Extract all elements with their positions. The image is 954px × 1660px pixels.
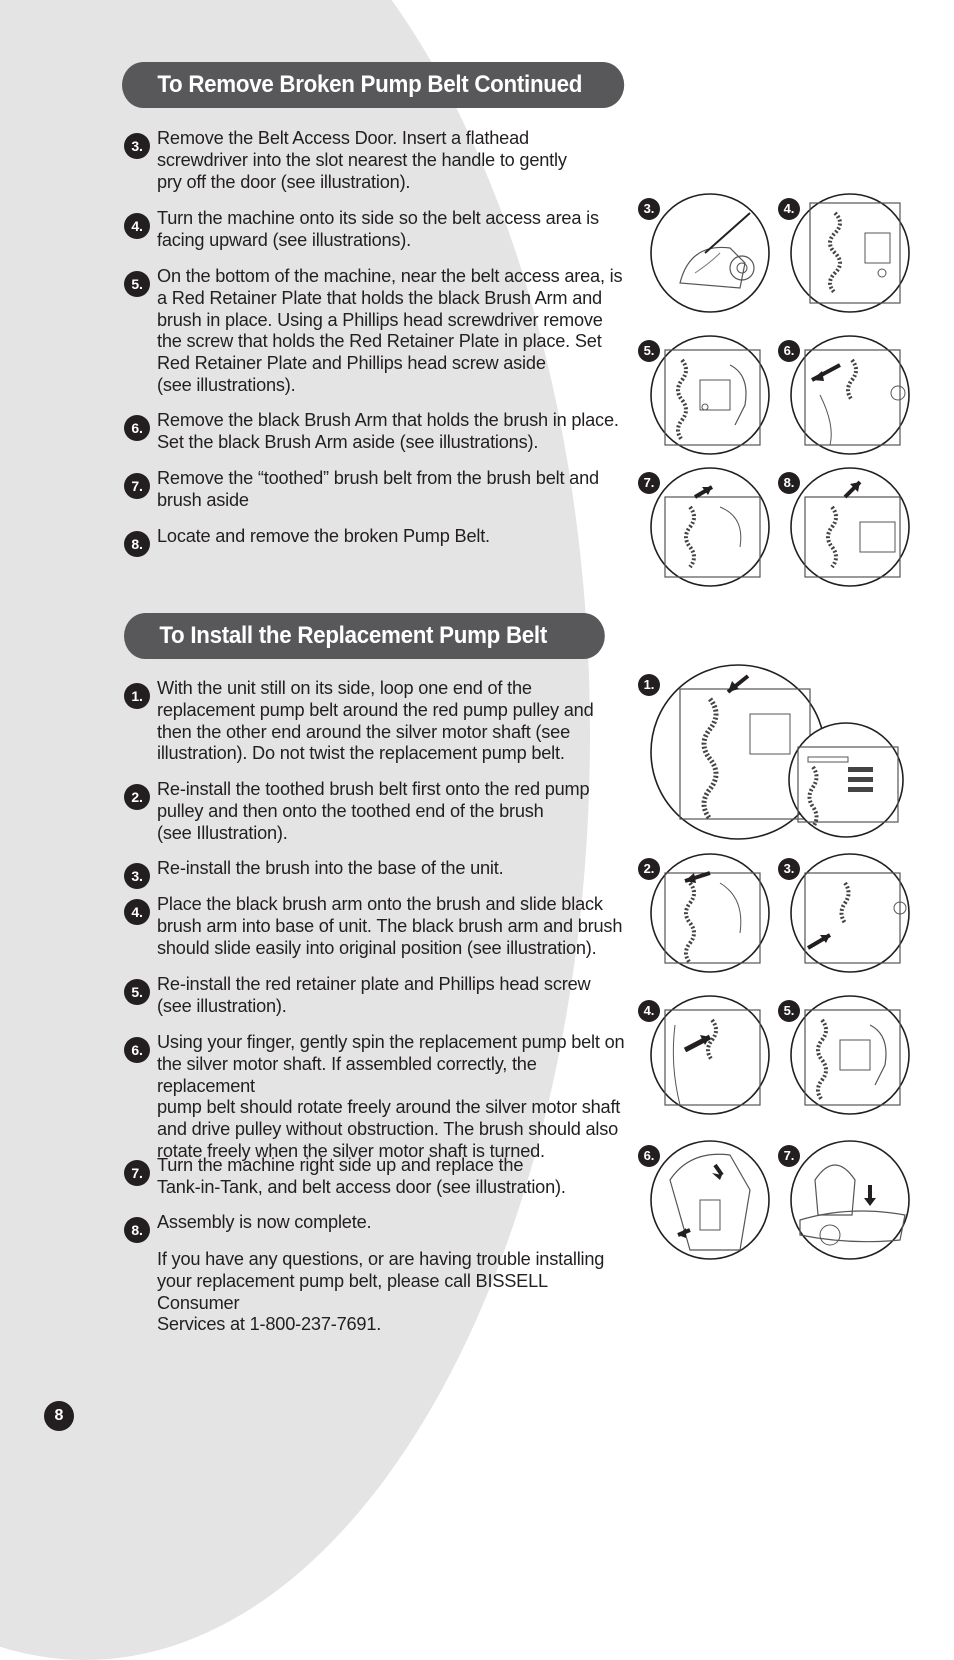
step-number: 6. [124,415,150,441]
step-text: Using your finger, gently spin the replacement pump belt on the silver motor shaft. If assembled correctly, the replacement pump belt should rotate freely around the silver motor shaft and drive pulley without obstruction. The brush should also rotate freely when the silver motor shaft is turned. [157,1032,625,1161]
page-number: 8 [44,1401,74,1431]
step-number: 8. [124,1217,150,1243]
illustration-remove-3 [643,193,770,313]
step-number: 2. [124,784,150,810]
illustration-label: 7. [638,472,660,494]
illustration-label: 8. [778,472,800,494]
step-number: 4. [124,213,150,239]
illustration-label: 4. [638,1000,660,1022]
step-number: 3. [124,133,150,159]
step-text: On the bottom of the machine, near the belt access area, is a Red Retainer Plate that holds the black Brush Arm and brush in place. Using a Phillips head screwdriver remove the screw that holds the Red Retainer Plate in place. Set Red Retainer Plate and Phillips head screw aside (see illustrations). [157,266,623,395]
illustration-install-5 [783,995,910,1115]
step-text: Locate and remove the broken Pump Belt. [157,526,490,546]
section-header-remove-belt: To Remove Broken Pump Belt Continued [122,62,624,108]
step-number: 5. [124,979,150,1005]
step-number: 4. [124,899,150,925]
illustration-label: 5. [778,1000,800,1022]
illustration-label: 7. [778,1145,800,1167]
illustration-remove-7 [643,467,770,587]
illustration-install-4 [643,995,770,1115]
step-number: 5. [124,271,150,297]
step-text: Assembly is now complete. [157,1212,372,1232]
illustration-remove-6 [783,335,910,455]
illustration-label: 2. [638,858,660,880]
illustration-install-2 [643,853,770,973]
step-text: Turn the machine onto its side so the belt access area is facing upward (see illustrations). [157,208,599,250]
step-number: 6. [124,1037,150,1063]
step-text: Place the black brush arm onto the brush and slide black brush arm into base of unit. The black brush arm and brush should slide easily into original position (see illustration). [157,894,623,958]
illustration-label: 4. [778,198,800,220]
illustration-label: 3. [778,858,800,880]
illustration-remove-5 [643,335,770,455]
illustration-label: 1. [638,674,660,696]
illustration-label: 3. [638,198,660,220]
step-text: Re-install the red retainer plate and Phillips head screw (see illustration). [157,974,591,1016]
closing-text: If you have any questions, or are having trouble installing your replacement pump belt, please call BISSELL Consumer Services at 1-800-237-7691. [157,1249,605,1335]
step-text: Remove the black Brush Arm that holds the brush in place. Set the black Brush Arm aside (see illustrations). [157,410,619,452]
illustration-label: 6. [778,340,800,362]
section-header-install-belt: To Install the Replacement Pump Belt [124,613,605,659]
illustration-label: 5. [638,340,660,362]
illustration-remove-4 [783,193,910,313]
step-number: 8. [124,531,150,557]
illustration-remove-8 [783,467,910,587]
step-number: 3. [124,863,150,889]
step-text: Turn the machine right side up and replace the Tank-in-Tank, and belt access door (see illustration). [157,1155,566,1197]
step-number: 1. [124,683,150,709]
step-number: 7. [124,1160,150,1186]
step-number: 7. [124,473,150,499]
step-text: Re-install the toothed brush belt first onto the red pump pulley and then onto the toothed end of the brush (see Illustration). [157,779,590,843]
step-text: Re-install the brush into the base of the unit. [157,858,504,878]
illustration-install-7 [783,1140,910,1260]
step-text: Remove the Belt Access Door. Insert a flathead screwdriver into the slot nearest the handle to gently pry off the door (see illustration). [157,128,567,192]
illustration-install-6 [643,1140,770,1260]
illustration-label: 6. [638,1145,660,1167]
illustration-install-3 [783,853,910,973]
step-text: Remove the “toothed” brush belt from the brush belt and brush aside [157,468,599,510]
step-text: With the unit still on its side, loop one end of the replacement pump belt around the red pump pulley and then the other end around the silver motor shaft (see illustration). Do not twist the replacement pump belt. [157,678,594,764]
illustration-install-1-detail [788,722,904,838]
